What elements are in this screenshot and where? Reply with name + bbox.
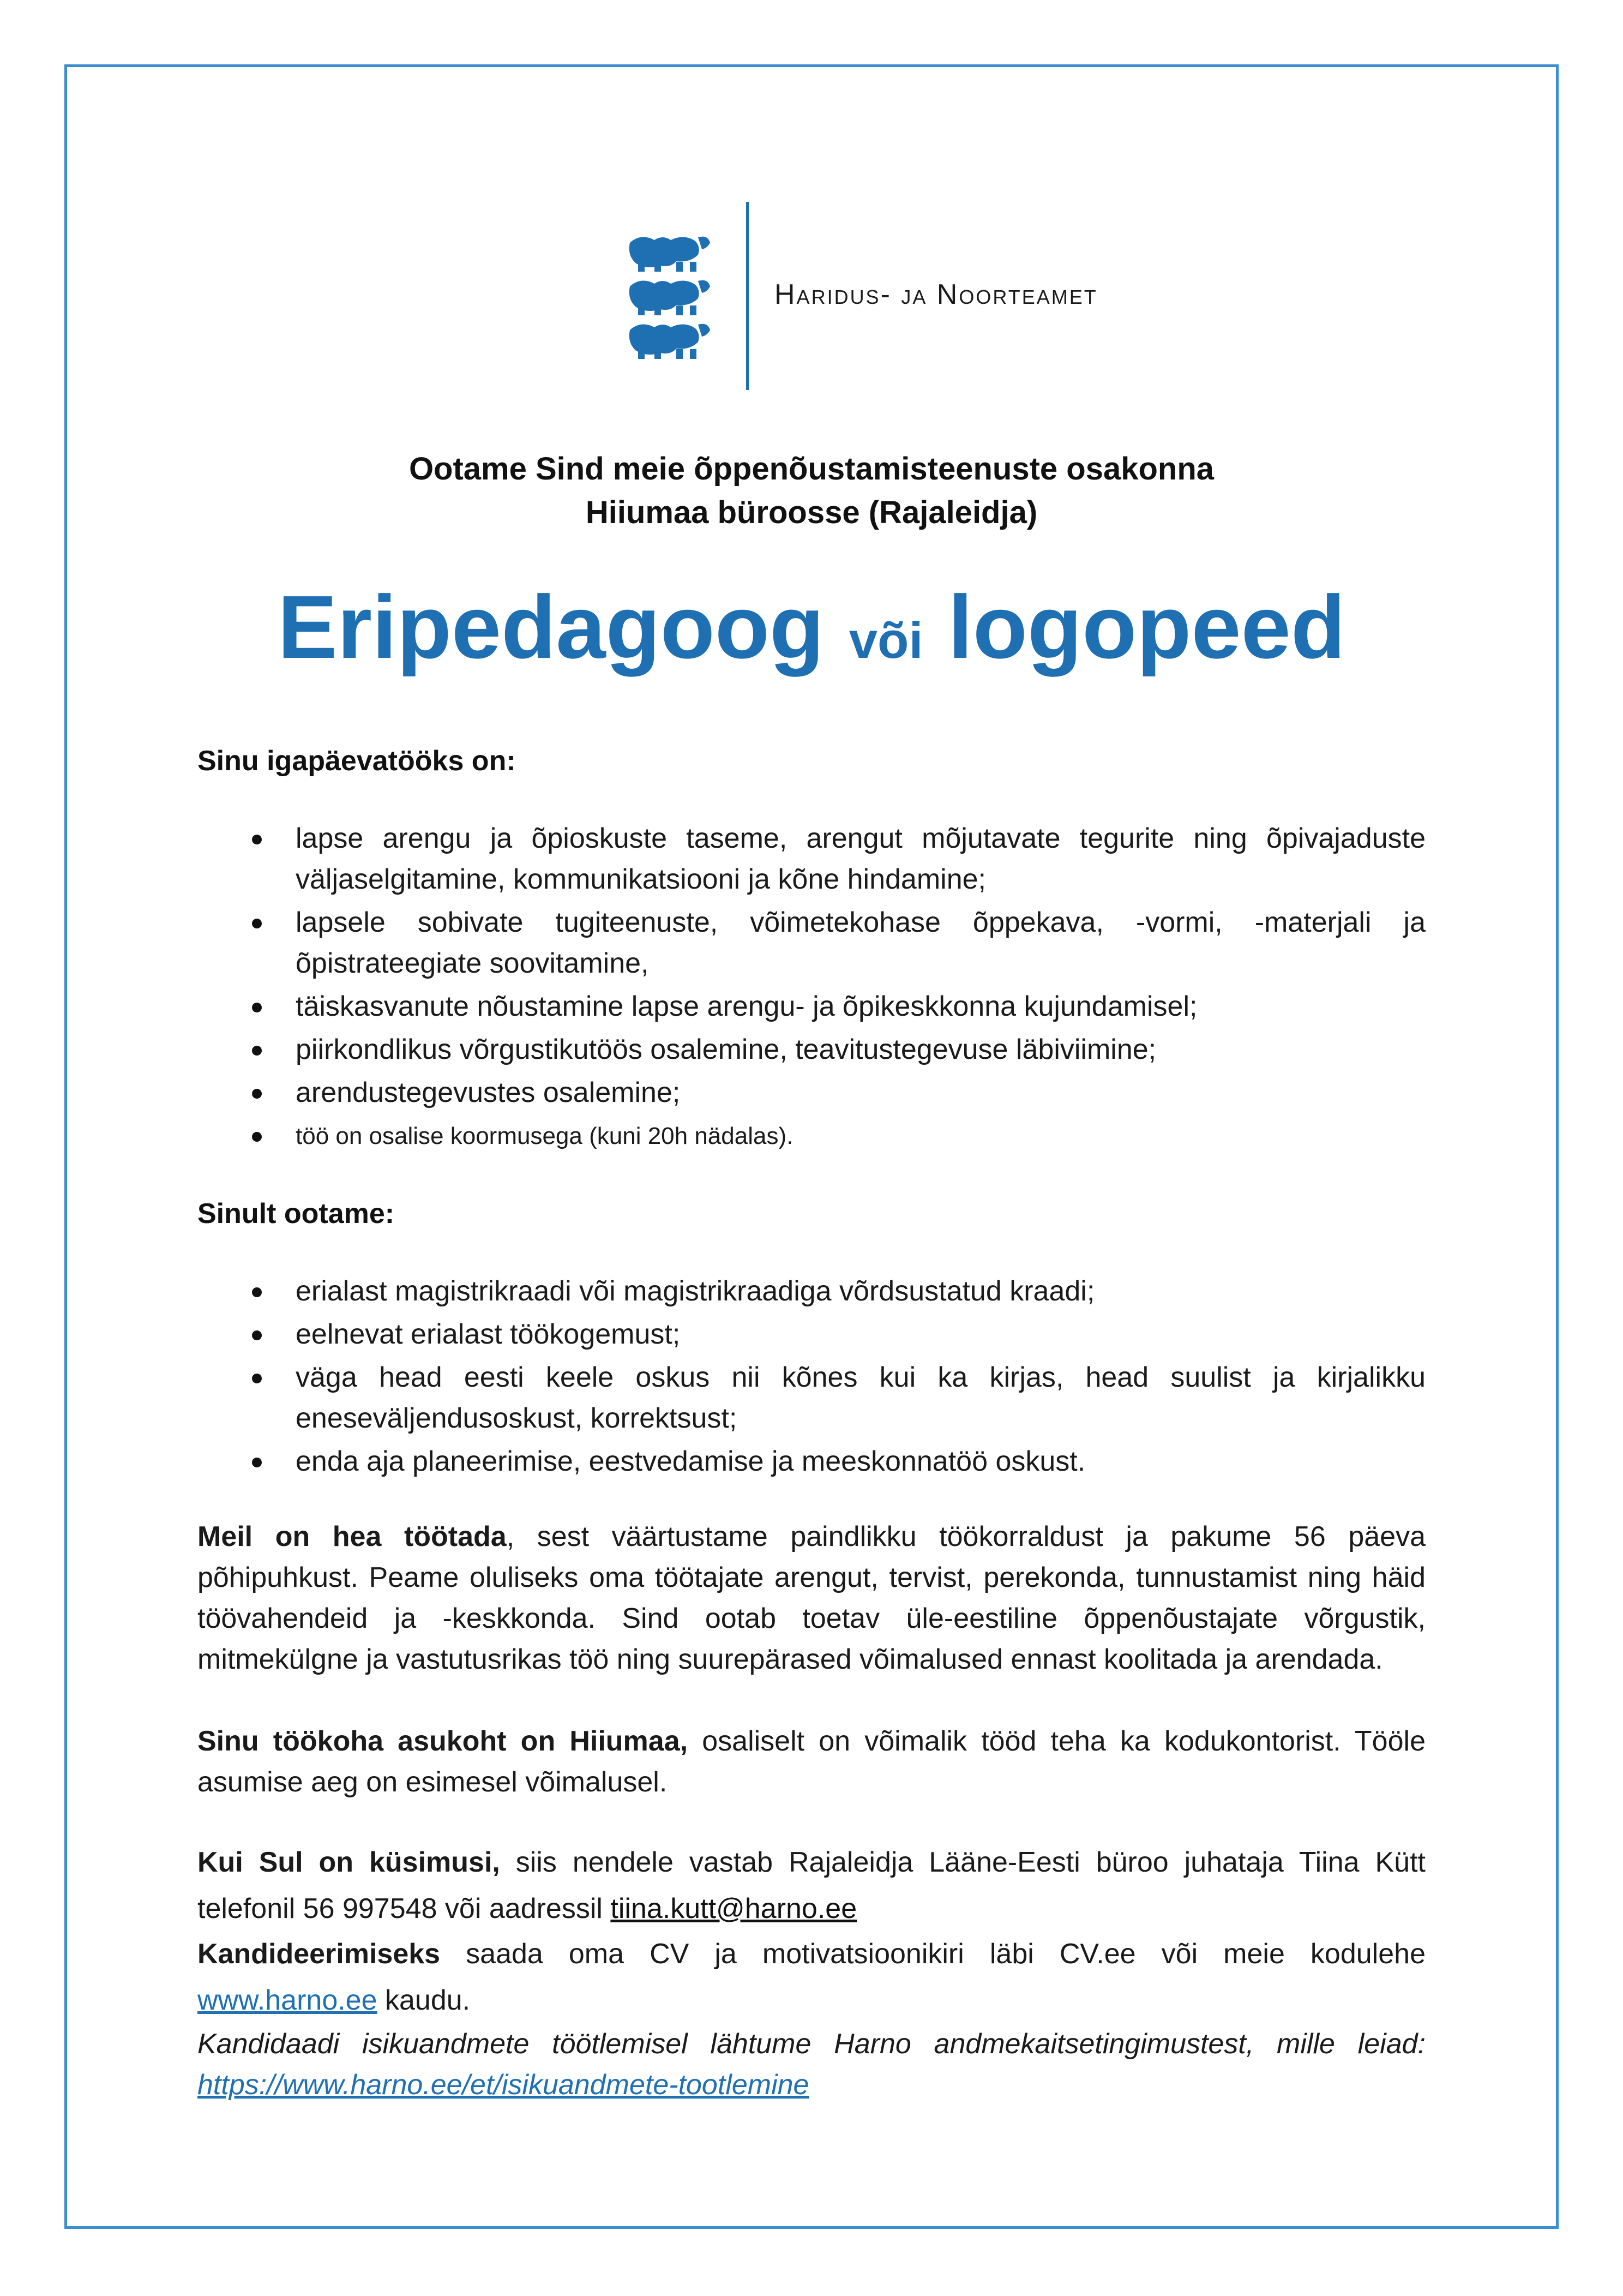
bullet-icon <box>252 1089 262 1099</box>
contact-text: siis nendele vastab Rajaleidja Lääne-Eesti büroo juhataja Tiina Kütt telefonil 56 997548 või aadressil <box>197 1847 1426 1925</box>
privacy-link[interactable]: https://www.harno.ee/et/isikuandmete-tootlemine <box>197 2069 809 2101</box>
daily-tasks-list <box>197 818 1426 1159</box>
bullet-icon <box>252 1458 262 1467</box>
apply-bold: Kandideerimiseks <box>197 1938 441 1970</box>
list-item: täiskasvanute nõustamine lapse arengu- ja õpikeskkonna kujundamisel; <box>197 986 1426 1027</box>
list-item: arendustegevustes osalemine; <box>197 1072 1426 1113</box>
location-bold: Sinu töökoha asukoht on Hiiumaa, <box>197 1725 688 1757</box>
bullet-icon <box>252 1132 262 1142</box>
daily-tasks-heading: Sinu igapäevatööks on: <box>197 745 516 777</box>
job-title-part-1: Eripedagoog <box>277 577 825 677</box>
intro-line-1: Ootame Sind meie õppenõustamisteenuste osakonna <box>408 451 1215 487</box>
expectations-list <box>197 1271 1426 1484</box>
bullet-icon <box>252 1287 262 1297</box>
offer-bold: Meil on hea töötada <box>197 1521 507 1552</box>
bullet-icon <box>252 1046 262 1056</box>
job-title-part-2: logopeed <box>948 577 1346 677</box>
privacy-text: Kandidaadi isikuandmete töötlemisel lähtume Harno andmekaitsetingimustest, mille leiad: <box>197 2028 1426 2060</box>
logo-divider <box>746 202 749 390</box>
estonian-three-lions-crest-icon <box>622 232 714 360</box>
bullet-icon <box>252 919 262 928</box>
list-item: enda aja planeerimise, eestvedamise ja meeskonnatöö oskust. <box>197 1441 1426 1482</box>
list-item: lapse arengu ja õpioskuste taseme, arengut mõjutavate tegurite ning õpivajaduste väljaselgitamine, kommunikatsiooni ja kõne hindamine; <box>197 818 1426 900</box>
offer-paragraph <box>197 1516 1426 1680</box>
intro-heading <box>197 447 1426 535</box>
list-item: väga head eesti keele oskus nii kõnes kui ka kirjas, head suulist ja kirjalikku eneseväljendusoskust, korrektsust; <box>197 1357 1426 1439</box>
offer-text: , sest väärtustame paindlikku töökorraldust ja pakume 56 päeva põhipuhkust. Peame oluliseks oma töötajate arengut, tervist, perekonda, tunnustamist ning häid töövahendeid ja -keskkonda. Sind ootab toetav üle-eestiline õppenõustajate võrgustik, mitmekülgne ja vastutusrikas töö ning suurepärased võimalused ennast koolitada ja arendada. <box>197 1521 1426 1675</box>
expectations-heading: Sinult ootame: <box>197 1198 395 1230</box>
job-title-connector: või <box>849 612 923 669</box>
job-title <box>197 578 1426 690</box>
privacy-note <box>197 2024 1426 2106</box>
bullet-icon <box>252 1003 262 1012</box>
organization-name: Haridus- ja Noorteamet <box>774 279 1098 310</box>
bullet-icon <box>252 835 262 844</box>
apply-paragraph <box>197 1931 1426 2024</box>
intro-line-2: Hiiumaa büroosse (Rajaleidja) <box>585 495 1038 530</box>
list-item: piirkondlikus võrgustikutöös osalemine, teavitustegevuse läbiviimine; <box>197 1029 1426 1070</box>
bullet-icon <box>252 1330 262 1340</box>
contact-email-link[interactable]: tiina.kutt@harno.ee <box>610 1893 857 1925</box>
contact-bold: Kui Sul on küsimusi, <box>197 1847 500 1878</box>
organization-logo <box>622 202 1145 390</box>
contact-paragraph <box>197 1839 1426 1932</box>
bullet-icon <box>252 1374 262 1383</box>
location-paragraph <box>197 1721 1426 1803</box>
list-item: lapsele sobivate tugiteenuste, võimetekohase õppekava, -vormi, -materjali ja õpistrateegiate soovitamine, <box>197 902 1426 984</box>
location-text: osaliselt on võimalik tööd teha ka kodukontorist. Tööle asumise aeg on esimesel võimalusel. <box>197 1725 1426 1798</box>
website-link[interactable]: www.harno.ee <box>197 1985 377 2016</box>
list-item: töö on osalise koormusega (kuni 20h nädalas). <box>197 1116 1426 1156</box>
list-item: erialast magistrikraadi või magistrikraadiga võrdsustatud kraadi; <box>197 1271 1426 1312</box>
apply-after-text: kaudu. <box>377 1985 471 2016</box>
list-item: eelnevat erialast töökogemust; <box>197 1314 1426 1355</box>
apply-text: saada oma CV ja motivatsioonikiri läbi CV.ee või meie kodulehe <box>440 1938 1426 1970</box>
